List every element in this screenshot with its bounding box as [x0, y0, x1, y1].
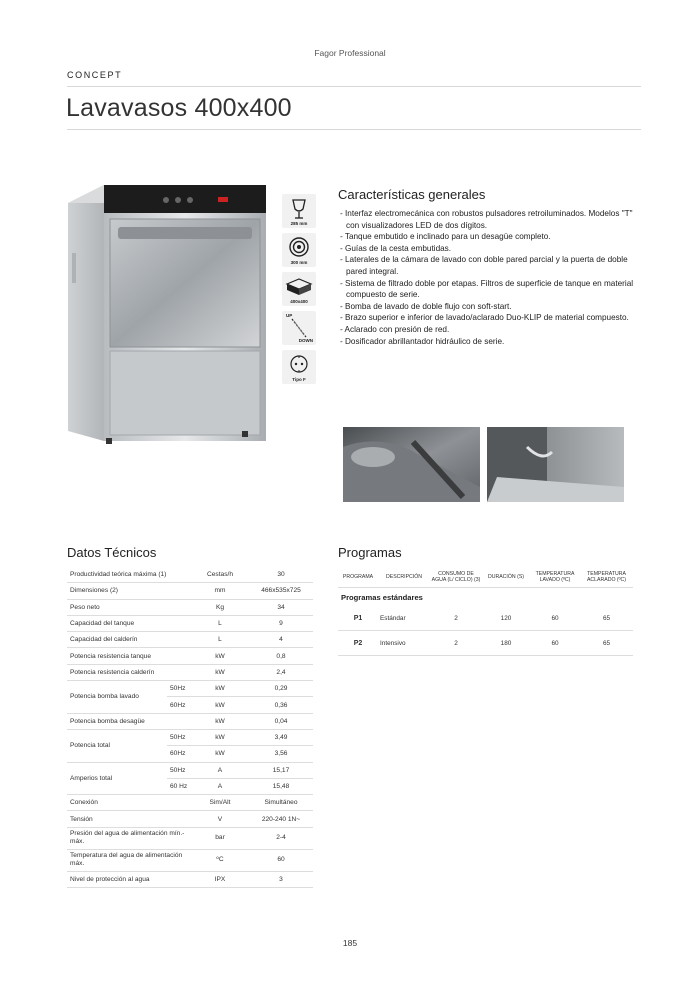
list-item: - Guías de la cesta embutidas. — [340, 243, 452, 253]
tech-data-title: Datos Técnicos — [67, 545, 157, 560]
list-item: - Interfaz electromecánica con robustos pulsadores retroiluminados. Modelos "T" con visualizadores LED de dos dígitos. — [340, 209, 633, 230]
program-code: P2 — [338, 631, 378, 656]
column-header: TEMPERATURA ACLARADO (ºC) — [580, 566, 633, 588]
row-label: Dimensiones (2) — [67, 583, 191, 599]
row-value: 30 — [249, 567, 313, 583]
list-item: - Sistema de filtrado doble por etapas. Filtros de superficie de tanque en material compuesto de serie. — [340, 278, 634, 300]
table-row — [338, 631, 633, 656]
table-row — [67, 615, 313, 631]
row-frequency: 60Hz — [167, 697, 191, 713]
row-unit: L — [191, 632, 249, 648]
row-label: Presión del agua de alimentación mín.-máx. — [67, 827, 191, 849]
row-value: 0,36 — [249, 697, 313, 713]
icon-label: DOWN — [298, 338, 313, 343]
row-label: Amperios total — [67, 762, 167, 795]
row-label: Productividad teórica máxima (1) — [67, 567, 191, 583]
updown-icon — [282, 311, 316, 345]
row-unit: kW — [191, 729, 249, 745]
program-description: Estándar — [378, 606, 430, 631]
row-value: 15,17 — [249, 762, 313, 778]
row-label: Potencia resistencia tanque — [67, 648, 191, 664]
row-unit: Cestas/h — [191, 567, 249, 583]
table-row — [67, 849, 313, 871]
row-unit: kW — [191, 664, 249, 680]
table-row — [67, 729, 313, 745]
row-unit: A — [191, 778, 249, 794]
program-wash-temp: 60 — [530, 606, 580, 631]
row-value: 34 — [249, 599, 313, 615]
program-water: 2 — [430, 606, 482, 631]
list-item: - Bomba de lavado de doble flujo con soft-start. — [340, 301, 512, 311]
column-header: CONSUMO DE AGUA (L/ CICLO) (3) — [430, 566, 482, 588]
table-header-row — [338, 566, 633, 588]
features-title: Características generales — [338, 187, 486, 202]
column-header: DESCRIPCIÓN — [378, 566, 430, 588]
row-label: Conexión — [67, 795, 191, 811]
table-row — [67, 648, 313, 664]
row-frequency: 50Hz — [167, 762, 191, 778]
icon-label: UP — [286, 313, 293, 318]
program-duration: 180 — [482, 631, 530, 656]
group-label: Programas estándares — [341, 592, 423, 602]
row-unit: L — [191, 615, 249, 631]
row-frequency: 60 Hz — [167, 778, 191, 794]
row-value: Simultáneo — [249, 795, 313, 811]
icon-label: 400x400 — [290, 299, 308, 304]
row-value: 220-240 1N~ — [249, 811, 313, 827]
page-title: Lavavasos 400x400 — [66, 94, 292, 122]
row-label: Potencia resistencia calderín — [67, 664, 191, 680]
features-list — [338, 208, 638, 347]
table-row — [67, 827, 313, 849]
row-unit: ºC — [191, 849, 249, 871]
table-row — [67, 681, 313, 697]
program-wash-temp: 60 — [530, 631, 580, 656]
plate-icon — [282, 233, 316, 267]
table-row — [67, 632, 313, 648]
program-rinse-temp: 65 — [580, 606, 633, 631]
divider — [67, 129, 641, 130]
group-row — [338, 588, 633, 607]
row-value: 9 — [249, 615, 313, 631]
program-rinse-temp: 65 — [580, 631, 633, 656]
row-label: Capacidad del calderín — [67, 632, 191, 648]
page-number: 185 — [342, 938, 358, 948]
program-water: 2 — [430, 631, 482, 656]
row-value: 466x535x725 — [249, 583, 313, 599]
row-unit: Kg — [191, 599, 249, 615]
program-description: Intensivo — [378, 631, 430, 656]
table-row — [67, 762, 313, 778]
table-row — [67, 664, 313, 680]
table-row — [67, 583, 313, 599]
row-value: 0,29 — [249, 681, 313, 697]
list-item: - Aclarado con presión de red. — [340, 324, 450, 334]
row-label: Capacidad del tanque — [67, 615, 191, 631]
table-row — [67, 871, 313, 887]
row-label: Nivel de protección al agua — [67, 871, 191, 887]
table-row — [67, 567, 313, 583]
feature-icons — [282, 194, 318, 389]
list-item: - Brazo superior e inferior de lavado/aclarado Duo-KLIP de material compuesto. — [340, 313, 629, 323]
row-label: Tensión — [67, 811, 191, 827]
row-value: 4 — [249, 632, 313, 648]
row-frequency: 50Hz — [167, 729, 191, 745]
icon-label: Tipo F — [292, 377, 306, 382]
program-code: P1 — [338, 606, 378, 631]
table-row — [67, 795, 313, 811]
row-label: Potencia bomba lavado — [67, 681, 167, 714]
row-unit: IPX — [191, 871, 249, 887]
detail-photo-interior — [343, 427, 480, 502]
row-unit: Sim/Alt — [191, 795, 249, 811]
row-unit: V — [191, 811, 249, 827]
row-value: 15,48 — [249, 778, 313, 794]
divider — [67, 86, 641, 87]
plug-icon — [282, 350, 316, 384]
detail-photo-door — [487, 427, 624, 502]
row-value: 0,8 — [249, 648, 313, 664]
column-header: PROGRAMA — [338, 566, 378, 588]
row-unit: kW — [191, 648, 249, 664]
icon-label: 285 mm — [290, 221, 308, 226]
row-value: 2-4 — [249, 827, 313, 849]
row-value: 0,04 — [249, 713, 313, 729]
row-frequency: 60Hz — [167, 746, 191, 762]
tech-data-table — [67, 567, 313, 888]
row-value: 3,49 — [249, 729, 313, 745]
table-row — [67, 599, 313, 615]
row-value: 3 — [249, 871, 313, 887]
row-unit: bar — [191, 827, 249, 849]
section-label: CONCEPT — [67, 70, 123, 80]
column-header: TEMPERATURA LAVADO (ºC) — [530, 566, 580, 588]
row-label: Potencia bomba desagüe — [67, 713, 191, 729]
row-value: 3,56 — [249, 746, 313, 762]
brand-name: Fagor Professional — [314, 48, 386, 58]
row-unit: kW — [191, 746, 249, 762]
row-unit: kW — [191, 713, 249, 729]
row-unit: kW — [191, 681, 249, 697]
list-item: - Tanque embutido e inclinado para un desagüe completo. — [340, 232, 551, 242]
row-value: 2,4 — [249, 664, 313, 680]
basket-icon — [282, 272, 316, 306]
row-unit: mm — [191, 583, 249, 599]
row-label: Peso neto — [67, 599, 191, 615]
icon-label: 300 mm — [290, 260, 308, 265]
programs-title: Programas — [338, 545, 402, 560]
row-value: 60 — [249, 849, 313, 871]
programs-table — [338, 566, 633, 656]
column-header: DURACIÓN (S) — [482, 566, 530, 588]
list-item: - Laterales de la cámara de lavado con doble pared parcial y la puerta de doble pared integral. — [340, 255, 628, 276]
row-label: Temperatura del agua de alimentación máx. — [67, 849, 191, 871]
glasswasher-image — [66, 183, 268, 445]
row-label: Potencia total — [67, 729, 167, 762]
row-unit: A — [191, 762, 249, 778]
row-frequency: 50Hz — [167, 681, 191, 697]
table-row — [67, 811, 313, 827]
glass-icon — [282, 194, 316, 228]
row-unit: kW — [191, 697, 249, 713]
program-duration: 120 — [482, 606, 530, 631]
table-row — [338, 606, 633, 631]
table-row — [67, 713, 313, 729]
list-item: - Dosificador abrillantador hidráulico de serie. — [340, 336, 505, 346]
